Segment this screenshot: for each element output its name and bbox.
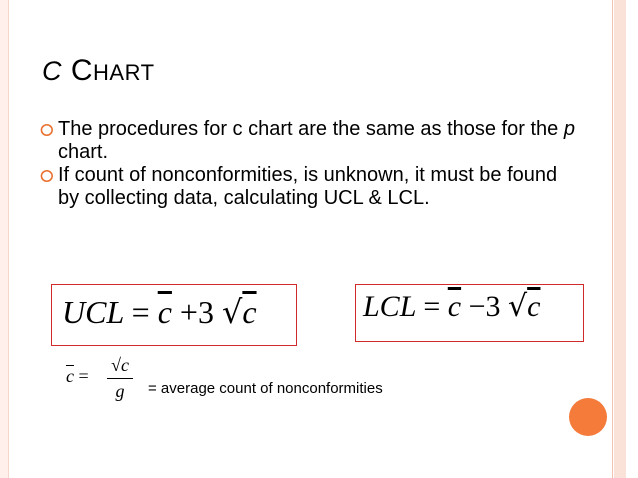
lcl-cbar: $\overline{c}$ xyxy=(447,290,462,323)
ucl-k: 3 xyxy=(197,294,214,330)
ucl-lhs: UCL xyxy=(62,294,124,330)
title-prefix: C xyxy=(42,56,62,86)
bullet-marker-icon: ⭘ xyxy=(40,121,54,140)
bullet-text-after: chart. xyxy=(58,141,109,163)
cbar-fraction xyxy=(107,355,133,402)
left-border xyxy=(0,0,8,478)
ucl-sqrt-icon: √ xyxy=(221,293,243,331)
cbar-formula-lhs xyxy=(66,366,89,387)
title-rest: HART xyxy=(93,60,155,85)
lcl-formula xyxy=(363,289,540,324)
lcl-k: 3 xyxy=(485,290,501,323)
bullet-text: If count of nonconformities, is unknown, it must be found by collecting data, calculating UCL & LCL. xyxy=(58,164,558,209)
ucl-op: + xyxy=(179,294,198,330)
bullet-text: The procedures for c chart are the same as those for the xyxy=(58,118,564,140)
bullet-list xyxy=(40,118,580,210)
cbar-eq: = xyxy=(78,366,89,386)
ucl-cbar-root: c xyxy=(242,294,257,330)
accent-circle xyxy=(569,398,607,436)
cbar-definition: = average count of nonconformities xyxy=(148,380,383,397)
lcl-cbar-root: c xyxy=(527,290,541,323)
title-first-cap: C xyxy=(70,54,94,87)
lcl-sqrt-icon: √ xyxy=(508,289,528,324)
ucl-eq: = xyxy=(131,294,150,330)
right-border-line xyxy=(612,0,613,478)
cbar-symbol: $\overline{c}$ xyxy=(66,366,74,386)
fraction-denominator: g xyxy=(115,381,125,401)
left-border-line xyxy=(8,0,9,478)
bullet-item xyxy=(40,118,580,164)
fraction-line xyxy=(107,378,133,379)
bullet-italic: p xyxy=(563,118,575,140)
lcl-op: − xyxy=(468,290,486,323)
right-border xyxy=(614,0,626,478)
lcl-eq: = xyxy=(423,290,441,323)
fraction-numerator: √c xyxy=(111,355,129,375)
ucl-formula xyxy=(62,293,257,331)
bullet-item xyxy=(40,164,580,210)
lcl-lhs: LCL xyxy=(363,290,416,323)
ucl-cbar: $\overline{c}$ xyxy=(157,294,172,330)
slide-title xyxy=(42,54,155,88)
bullet-marker-icon: ⭘ xyxy=(40,167,54,186)
